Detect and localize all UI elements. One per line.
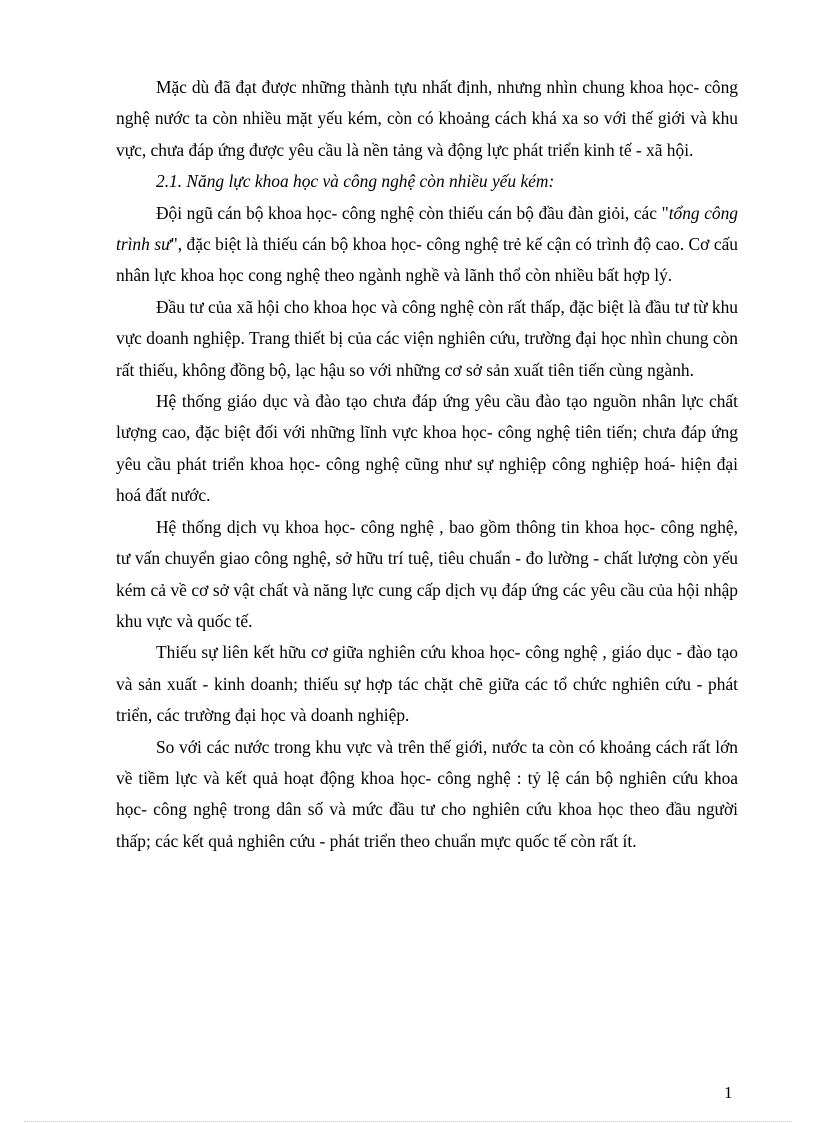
- paragraph-services: Hệ thống dịch vụ khoa học- công nghệ , bao gồm thông tin khoa học- công nghệ, tư vấn chuyển giao công nghệ, sở hữu trí tuệ, tiêu chuẩn - đo lường - chất lượng còn yếu kém cả về cơ sở vật chất và năng lực cung cấp dịch vụ đáp ứng các yêu cầu của hội nhập khu vực và quốc tế.: [116, 516, 738, 631]
- intro-paragraph: Mặc dù đã đạt được những thành tựu nhất định, nhưng nhìn chung khoa học- công nghệ nước ta còn nhiều mặt yếu kém, còn có khoảng cách khá xa so với thế giới và khu vực, chưa đáp ứng được yêu cầu là nền tảng và động lực phát triển kinh tế - xã hội.: [116, 77, 738, 160]
- paragraph-staff-text-before: Đội ngũ cán bộ khoa học- công nghệ còn thiếu cán bộ đầu đàn giỏi, các ": [156, 202, 669, 223]
- document-body: [116, 72, 738, 857]
- page-bottom-divider: [24, 1121, 792, 1122]
- paragraph-education: Hệ thống giáo dục và đào tạo chưa đáp ứng yêu cầu đào tạo nguồn nhân lực chất lượng cao, đặc biệt đối với những lĩnh vực khoa học- công nghệ tiên tiến; chưa đáp ứng yêu cầu phát triển khoa học- công nghệ cũng như sự nghiệp công nghiệp hoá- hiện đại hoá đất nước.: [116, 391, 738, 506]
- paragraph-linkage: Thiếu sự liên kết hữu cơ giữa nghiên cứu khoa học- công nghệ , giáo dục - đào tạo và sản xuất - kinh doanh; thiếu sự hợp tác chặt chẽ giữa các tổ chức nghiên cứu - phát triển, các trường đại học và doanh nghiệp.: [116, 642, 738, 726]
- paragraph-comparison: So với các nước trong khu vực và trên thế giới, nước ta còn có khoảng cách rất lớn về tiềm lực và kết quả hoạt động khoa học- công nghệ : tỷ lệ cán bộ nghiên cứu khoa học- công nghệ trong dân số và mức đầu tư cho nghiên cứu khoa học theo đầu người thấp; các kết quả nghiên cứu - phát triển theo chuẩn mực quốc tế còn rất ít.: [116, 736, 738, 851]
- section-heading: 2.1. Năng lực khoa học và công nghệ còn nhiều yếu kém:: [156, 171, 555, 192]
- paragraph-staff-text-after: ", đặc biệt là thiếu cán bộ khoa học- công nghệ trẻ kế cận có trình độ cao. Cơ cấu nhân lực khoa học cong nghệ theo ngành nghề và lãnh thổ còn nhiều bất hợp lý.: [116, 234, 738, 286]
- italic-term: tổng công trình sư: [116, 202, 738, 255]
- paragraph-staff: [116, 198, 738, 292]
- page-number: 1: [724, 1083, 733, 1102]
- paragraph-investment: Đầu tư của xã hội cho khoa học và công nghệ còn rất thấp, đặc biệt là đầu tư từ khu vực doanh nghiệp. Trang thiết bị của các viện nghiên cứu, trường đại học nhìn chung còn rất thiếu, không đồng bộ, lạc hậu so với những cơ sở sản xuất tiên tiến cùng ngành.: [116, 296, 738, 380]
